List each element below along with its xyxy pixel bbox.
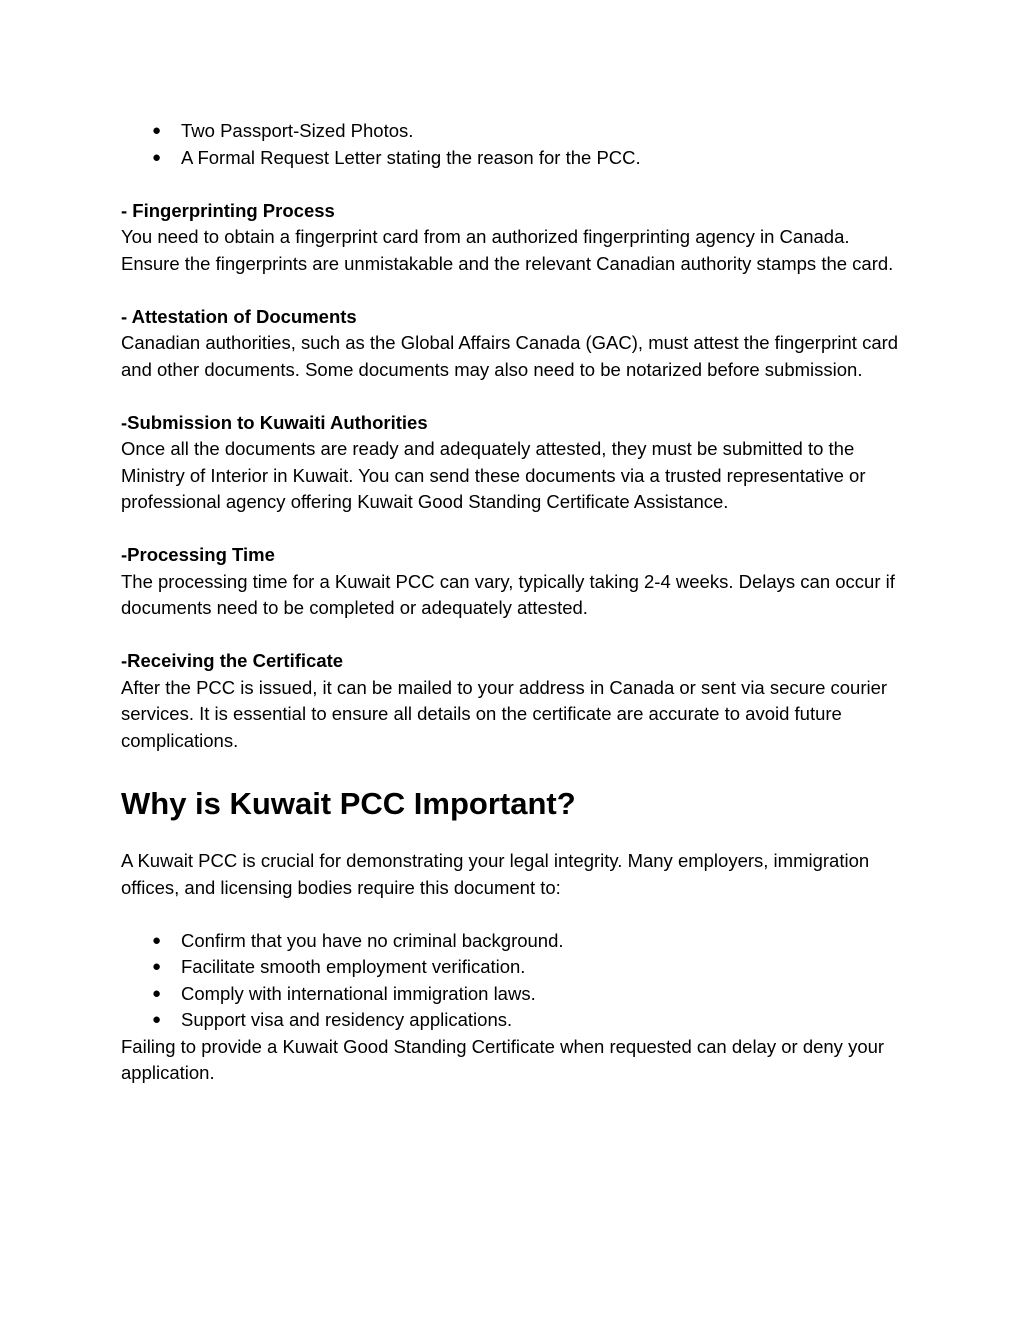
section-body: Once all the documents are ready and adequately attested, they must be submitted to the Ministry of Interior in Kuwait. You can send these documents via a trusted representative or professional agency offering Kuwait Good Standing Certificate Assistance. — [121, 438, 866, 512]
closing-paragraph: Failing to provide a Kuwait Good Standing Certificate when requested can delay or deny your application. — [121, 1035, 885, 1083]
page-heading: Why is Kuwait PCC Important? — [121, 786, 576, 821]
section-title: -Submission to Kuwaiti Authorities — [121, 411, 428, 433]
intro-paragraph: A Kuwait PCC is crucial for demonstrating your legal integrity. Many employers, immigration offices, and licensing bodies require this document to: — [121, 850, 870, 898]
section-title: - Fingerprinting Process — [121, 199, 335, 221]
list-item-text: Facilitate smooth employment verification. — [181, 956, 526, 977]
importance-list — [121, 928, 911, 1034]
section-title: -Receiving the Certificate — [121, 650, 344, 671]
list-item — [121, 1007, 911, 1034]
section-receiving — [121, 648, 911, 754]
list-item — [121, 981, 911, 1008]
section-attestation — [121, 304, 911, 384]
bullet-icon: ● — [152, 122, 162, 139]
list-item — [121, 954, 911, 981]
bullet-icon: ● — [152, 1011, 162, 1028]
bullet-icon: ● — [152, 984, 162, 1002]
section-body: After the PCC is issued, it can be mailed to your address in Canada or sent via secure courier services. It is essential to ensure all details on the certificate are accurate to avoid future complications. — [121, 676, 888, 751]
list-item-text: A Formal Request Letter stating the reason for the PCC. — [181, 146, 641, 168]
bullet-icon: ● — [152, 931, 162, 949]
document-page — [121, 118, 911, 1087]
section-fingerprinting — [121, 198, 911, 278]
section-body: Canadian authorities, such as the Global Affairs Canada (GAC), must attest the fingerprint card and other documents. Some documents may also need to be notarized before submission. — [121, 332, 899, 380]
list-item — [121, 118, 911, 145]
list-item-text: Support visa and residency applications. — [181, 1009, 513, 1030]
section-body: You need to obtain a fingerprint card from an authorized fingerprinting agency in Canada. Ensure the fingerprints are unmistakable and the relevant Canadian authority stamps the card. — [121, 226, 894, 274]
list-item-text: Two Passport-Sized Photos. — [181, 120, 414, 141]
section-body: The processing time for a Kuwait PCC can vary, typically taking 2-4 weeks. Delays can occur if documents need to be completed or adequately attested. — [121, 570, 895, 618]
list-item — [121, 145, 911, 172]
list-item-text: Comply with international immigration laws. — [181, 982, 536, 1004]
bullet-icon: ● — [152, 958, 162, 975]
section-title: -Processing Time — [121, 544, 275, 565]
required-documents-list — [121, 118, 911, 171]
section-processing-time — [121, 542, 911, 622]
section-title: - Attestation of Documents — [121, 305, 357, 327]
list-item-text: Confirm that you have no criminal background. — [181, 929, 564, 951]
bullet-icon: ● — [152, 148, 162, 166]
section-submission — [121, 410, 911, 516]
list-item — [121, 928, 911, 955]
